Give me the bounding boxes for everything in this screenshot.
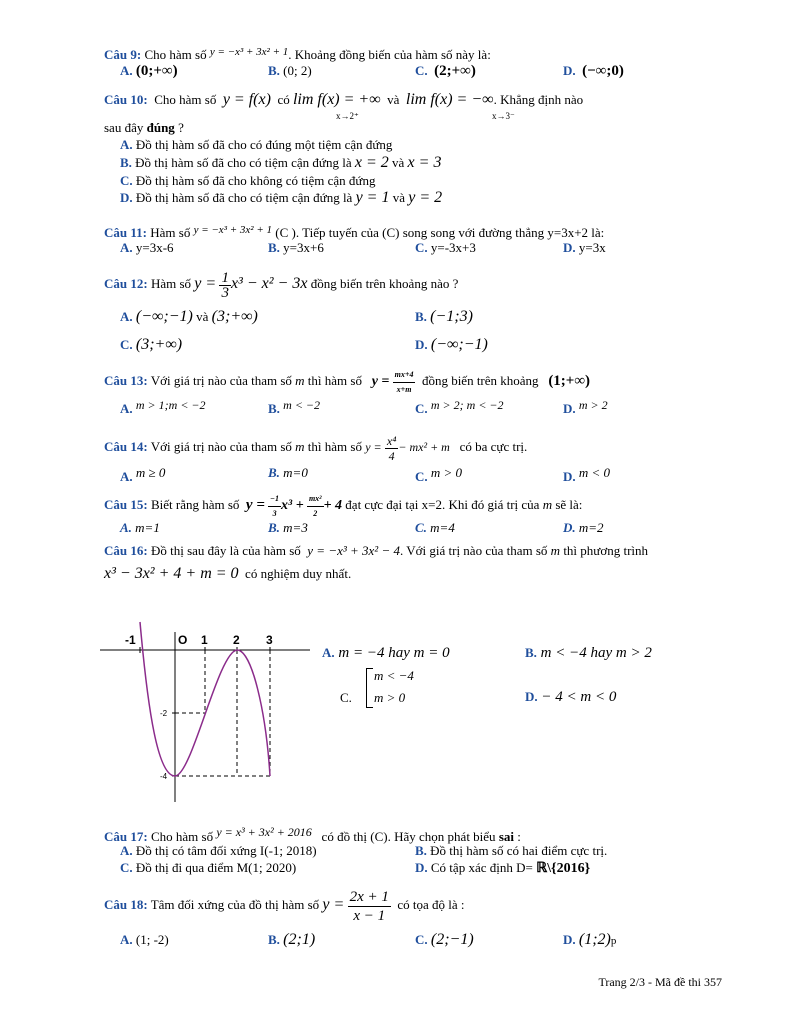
q17-opt-a: A. Đồ thị có tâm đối xứng I(-1; 2018) [120, 843, 317, 858]
q17-stem: Câu 17: Cho hàm số y = x³ + 3x² + 2016 có đồ thị (C). Hãy chọn phát biểu sai : [104, 825, 521, 844]
q16-line2: x³ − 3x² + 4 + m = 0 có nghiệm duy nhất. [104, 565, 352, 582]
ytick-label: -4 [160, 772, 168, 781]
q18-opt-d: D. (1;2)p [563, 931, 617, 948]
q15-opt-c: C. m=4 [415, 520, 455, 535]
q17-opt-b: B. Đồ thị hàm số có hai điểm cực trị. [415, 843, 608, 858]
q16-graph [100, 612, 315, 804]
ytick-label: -2 [160, 709, 168, 718]
xtick-label: -1 [125, 633, 136, 647]
q10-opt-b: B. Đồ thị hàm số đã cho có tiệm cận đứng là x = 2 và x = 3 [120, 154, 442, 171]
q12-opt-b: B. (−1;3) [415, 308, 473, 325]
q14-opt-c: C. m > 0 [415, 465, 463, 484]
q13-stem: Câu 13: Với giá trị nào của tham số m thì hàm số y = $\frac{mx+4}{x+m}$ đồng biến trên khoảng (1;+∞) [104, 369, 591, 394]
q16-opt-c-bracket [366, 668, 373, 708]
q10-opt-c: C. Đồ thị hàm số đã cho không có tiệm cận đứng [120, 173, 376, 188]
q12-stem: Câu 12: Hàm số y = $\frac{1}{3}$ x³ − x² − 3x đồng biến trên khoảng nào ? [104, 269, 459, 301]
q10-opt-d: D. Đồ thị hàm số đã cho có tiệm cận đứng là y = 1 và y = 2 [120, 189, 443, 206]
q16-opt-c-label: C. [340, 690, 352, 705]
q12-opt-d: D. (−∞;−1) [415, 336, 488, 353]
q18-opt-b: B. (2;1) [268, 931, 316, 948]
q11-opt-a: A. y=3x-6 [120, 240, 174, 255]
q13-opt-a: A. m > 1;m < −2 [120, 398, 206, 416]
q9-stem: Câu 9: Cho hàm số $^{y = -x^3 + 3x^2 + 1}$. Khoảng đồng biến của hàm số này là: [104, 46, 491, 62]
q18-opt-c: C. (2;−1) [415, 931, 474, 948]
q15-opt-d: D. m=2 [563, 520, 604, 535]
q14-opt-d: D. m < 0 [563, 465, 611, 484]
q16-opt-a: A. m = −4 hay m = 0 [322, 645, 450, 661]
q15-stem: Câu 15: Biết rằng hàm số y = $\frac{-1}{3}$ x³ + $\frac{\text{mx²}}{2}$ + 4 đạt cực đại tại x=2. Khi đó giá trị của m sẽ là: [104, 493, 583, 518]
xtick-label: 1 [201, 633, 208, 647]
q9-opt-c: C. (2;+∞) [415, 63, 476, 79]
q17-opt-c: C. Đồ thị đi qua điểm M(1; 2020) [120, 860, 297, 875]
q13-opt-d: D. m > 2 [563, 398, 608, 416]
q13-opt-c: C. m > 2; m < −2 [415, 398, 504, 416]
q11-opt-d: D. y=3x [563, 240, 606, 255]
q17-opt-d: D. Có tập xác định D= ℝ\{2016} [415, 860, 591, 876]
q11-opt-b: B. y=3x+6 [268, 240, 324, 255]
q18-stem: Câu 18: Tâm đối xứng của đồ thị hàm số y = $\frac{2x + 1}{x - 1}$ có tọa độ là : [104, 888, 465, 924]
xtick-label: 3 [266, 633, 273, 647]
q10-sub2: x→3⁻ [492, 111, 515, 121]
q16-opt-c-line1: m < −4 [374, 668, 414, 683]
q16-opt-b: B. m < −4 hay m > 2 [525, 645, 652, 661]
q14-opt-a: A. m ≥ 0 [120, 465, 166, 484]
q9-opt-b: B. (0; 2) [268, 63, 312, 78]
q15-opt-a: A. m=1 [120, 520, 160, 535]
q16-opt-c-line2: m > 0 [374, 690, 406, 705]
q10-stem: Câu 10: Cho hàm số y = f(x) có lim f(x) = +∞ và lim f(x) = −∞. Khẳng định nào [104, 91, 584, 108]
q14-stem: Câu 14: Với giá trị nào của tham số m thì hàm số y = $\frac{\text{x⁴}}{4}$ − mx² + m có ba cực trị. [104, 433, 528, 463]
xtick-label: 2 [233, 633, 240, 647]
q9-opt-d: D. (−∞;0) [563, 63, 624, 79]
q16-stem: Câu 16: Đồ thị sau đây là của hàm số y = −x³ + 3x² − 4. Với giá trị nào của tham số m thì phương trình [104, 543, 649, 558]
q10-line2: sau đây đúng ? [104, 120, 184, 135]
page-footer: Trang 2/3 - Mã đề thi 357 [598, 975, 722, 989]
q16-opt-d: D. − 4 < m < 0 [525, 689, 617, 705]
xtick-label: O [178, 633, 188, 647]
q13-opt-b: B. m < −2 [268, 398, 321, 416]
q12-opt-c: C. (3;+∞) [120, 336, 183, 353]
q9-opt-a: A. (0;+∞) [120, 63, 178, 79]
q10-sub1: x→2⁺ [336, 111, 359, 121]
q11-opt-c: C. y=-3x+3 [415, 240, 476, 255]
q15-opt-b: B. m=3 [268, 520, 308, 535]
q11-stem: Câu 11: Hàm số $^{y = -x^3 + 3x^2 + 1}$ (C ). Tiếp tuyến của (C) song song với đường thẳng y=3x+2 là: [104, 224, 605, 240]
q18-opt-a: A. (1; -2) [120, 932, 169, 947]
q12-opt-a: A. (−∞;−1) và (3;+∞) [120, 308, 258, 325]
q10-opt-a: A. Đồ thị hàm số đã cho có đúng một tiệm cận đứng [120, 137, 393, 152]
q14-opt-b: B. m=0 [268, 465, 308, 480]
